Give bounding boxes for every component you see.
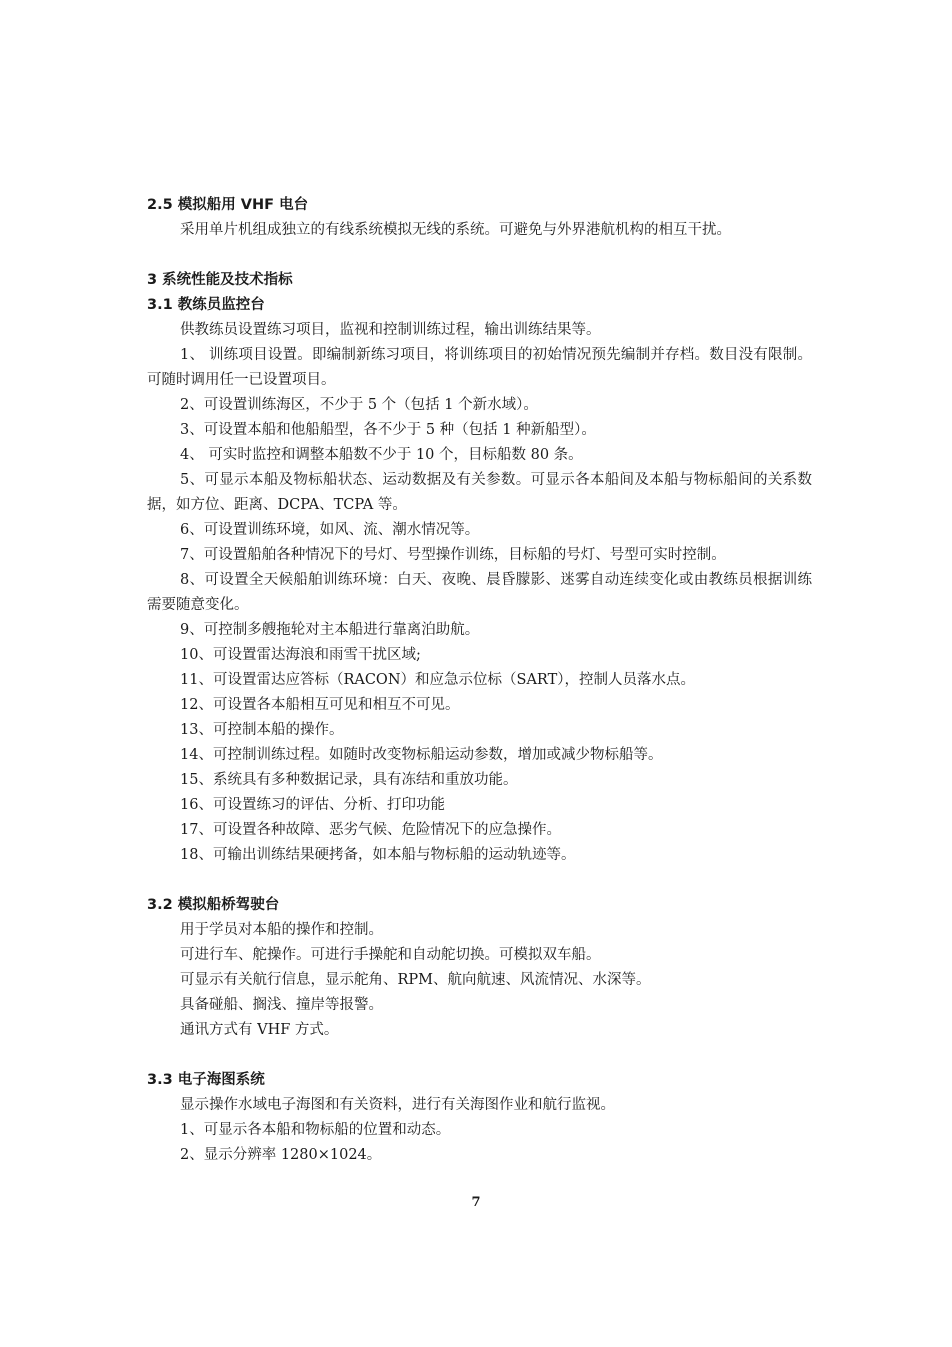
list-item: 12、可设置各本船相互可见和相互不可见。	[180, 697, 460, 713]
section-heading-3-3: 3.3 电子海图系统	[147, 1072, 265, 1088]
spacer	[147, 1043, 812, 1068]
section-heading-3-2: 3.2 模拟船桥驾驶台	[147, 897, 280, 913]
list-item: 15、系统具有多种数据记录，具有冻结和重放功能。	[180, 772, 518, 788]
page-number: 7	[471, 1195, 481, 1210]
list-item: 17、可设置各种故障、恶劣气候、危险情况下的应急操作。	[180, 822, 561, 838]
list-item: 18、可输出训练结果硬拷备，如本船与物标船的运动轨迹等。	[180, 847, 576, 863]
paragraph: 采用单片机组成独立的有线系统模拟无线的系统。可避免与外界港航机构的相互干扰。	[180, 222, 731, 238]
list-item: 1、可显示各本船和物标船的位置和动态。	[180, 1122, 451, 1138]
list-item: 6、可设置训练环境，如风、流、潮水情况等。	[180, 522, 480, 538]
paragraph: 通讯方式有 VHF 方式。	[180, 1022, 339, 1038]
document-body	[147, 193, 812, 1168]
list-item: 3、可设置本船和他船船型，各不少于 5 种（包括 1 种新船型）。	[180, 422, 596, 438]
list-item: 16、可设置练习的评估、分析、打印功能	[180, 797, 445, 813]
list-item: 1、 训练项目设置。即编制新练习项目，将训练项目的初始情况预先编制并存档。数目没有限制。可随时调用任一已设置项目。	[147, 347, 812, 388]
section-heading-3: 3 系统性能及技术指标	[147, 272, 293, 288]
section-heading-3-1: 3.1 教练员监控台	[147, 297, 265, 313]
paragraph: 供教练员设置练习项目，监视和控制训练过程，输出训练结果等。	[180, 322, 601, 338]
list-item: 4、 可实时监控和调整本船数不少于 10 个，目标船数 80 条。	[180, 447, 583, 463]
spacer	[147, 868, 812, 893]
list-item: 9、可控制多艘拖轮对主本船进行靠离泊助航。	[180, 622, 480, 638]
paragraph: 可显示有关航行信息，显示舵角、RPM、航向航速、风流情况、水深等。	[180, 972, 651, 988]
list-item: 8、可设置全天候船舶训练环境：白天、夜晚、晨昏朦影、迷雾自动连续变化或由教练员根据训练需要随意变化。	[147, 572, 812, 613]
paragraph: 具备碰船、搁浅、撞岸等报警。	[180, 997, 383, 1013]
section-heading-2-5: 2.5 模拟船用 VHF 电台	[147, 197, 309, 213]
list-item: 14、可控制训练过程。如随时改变物标船运动参数，增加或减少物标船等。	[180, 747, 663, 763]
list-item: 5、可显示本船及物标船状态、运动数据及有关参数。可显示各本船间及本船与物标船间的关系数据，如方位、距离、DCPA、TCPA 等。	[147, 472, 812, 513]
list-item: 10、可设置雷达海浪和雨雪干扰区域;	[180, 647, 421, 663]
list-item: 7、可设置船舶各种情况下的号灯、号型操作训练，目标船的号灯、号型可实时控制。	[180, 547, 726, 563]
paragraph: 可进行车、舵操作。可进行手操舵和自动舵切换。可模拟双车船。	[180, 947, 601, 963]
paragraph: 用于学员对本船的操作和控制。	[180, 922, 383, 938]
spacer	[147, 243, 812, 268]
list-item: 11、可设置雷达应答标（RACON）和应急示位标（SART），控制人员落水点。	[180, 672, 695, 688]
list-item: 2、显示分辨率 1280×1024。	[180, 1147, 382, 1163]
paragraph: 显示操作水域电子海图和有关资料，进行有关海图作业和航行监视。	[180, 1097, 615, 1113]
list-item: 2、可设置训练海区，不少于 5 个（包括 1 个新水域）。	[180, 397, 538, 413]
list-item: 13、可控制本船的操作。	[180, 722, 344, 738]
